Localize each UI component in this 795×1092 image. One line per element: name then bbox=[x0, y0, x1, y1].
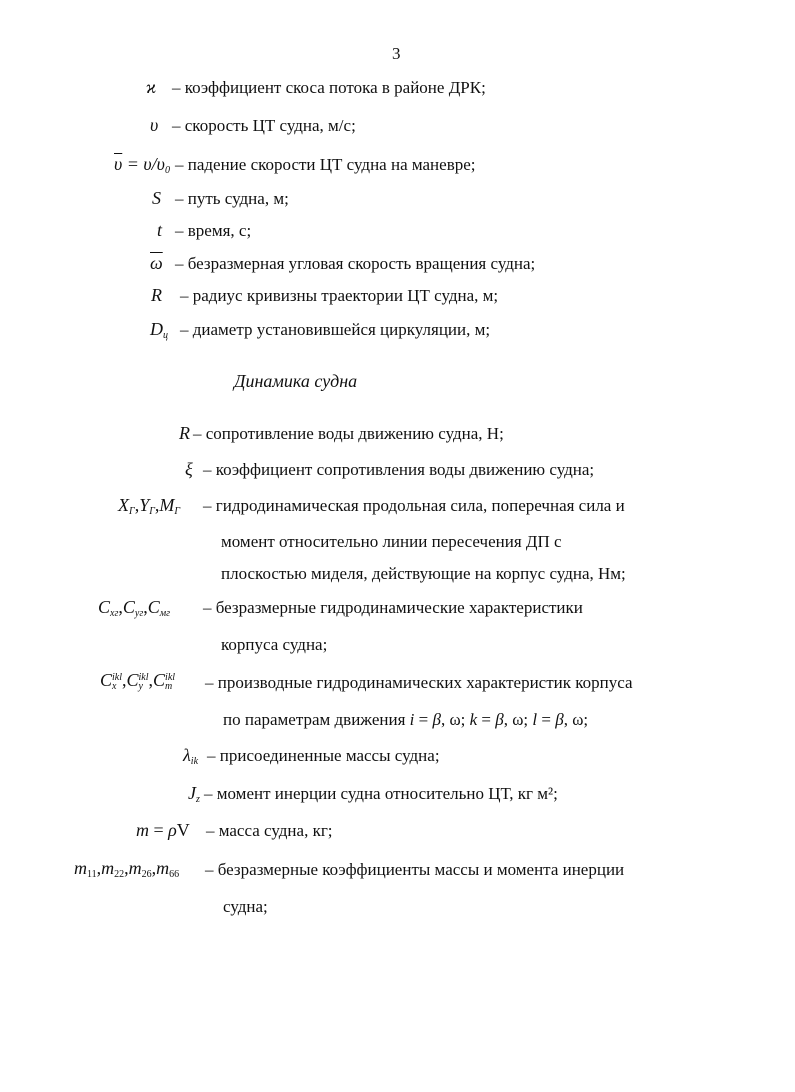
symbol-Cx: C bbox=[98, 597, 111, 617]
param-l: l bbox=[532, 710, 538, 729]
symbol-X: X bbox=[118, 495, 129, 515]
definition-velocity: – скорость ЦТ судна, м/с; bbox=[172, 116, 356, 135]
definition-forces-line2: момент относительно линии пересечения ДП с bbox=[221, 532, 562, 551]
definition-lambda: – присоединенные массы судна; bbox=[207, 746, 440, 765]
symbol-lambda bbox=[183, 745, 198, 767]
definition-forces-line1: – гидродинамическая продольная сила, поперечная сила и bbox=[203, 496, 625, 515]
symbol-resistance: R bbox=[179, 423, 190, 443]
definition-time: – время, с; bbox=[175, 221, 252, 240]
m11: m bbox=[74, 858, 87, 878]
sub-26: 26 bbox=[141, 869, 152, 880]
sep-c1: , bbox=[118, 597, 123, 617]
sub-Cx: хг bbox=[110, 608, 119, 619]
supsub-m bbox=[165, 673, 175, 691]
symbol-derivatives bbox=[100, 670, 175, 691]
definition-Jz: – момент инерции судна относительно ЦТ, кг м²; bbox=[204, 784, 558, 803]
definition-kappa: – коэффициент скоса потока в районе ДРК; bbox=[172, 78, 486, 97]
sep-m3: , bbox=[151, 858, 157, 878]
V: V bbox=[176, 820, 190, 840]
sub-Y: Г bbox=[149, 506, 155, 517]
symbol-path: S bbox=[152, 188, 161, 208]
definition-omega: – безразмерная угловая скорость вращения судна; bbox=[175, 254, 536, 273]
symbol-speed-drop-ratio: = υ/υ bbox=[122, 154, 165, 174]
rho: ρ bbox=[168, 820, 177, 840]
rest-i: , ω; bbox=[440, 710, 470, 729]
param-k: k bbox=[469, 710, 478, 729]
symbol-Cx-deriv: C bbox=[100, 670, 113, 690]
symbol-speed-drop-bar: $\overline{\upsilon}$ bbox=[114, 154, 123, 174]
symbol-coeffs bbox=[98, 597, 170, 619]
symbol-xi: ξ bbox=[185, 459, 193, 479]
symbol-kappa: ϰ bbox=[146, 77, 157, 97]
symbol-time: t bbox=[157, 220, 163, 240]
sub-Cm: мг bbox=[159, 608, 171, 619]
definition-speed-drop: – падение скорости ЦТ судна на маневре; bbox=[175, 155, 476, 174]
definition-circulation: – диаметр установившейся циркуляции, м; bbox=[180, 320, 491, 339]
sep-c2: , bbox=[143, 597, 148, 617]
beta-i: β bbox=[432, 710, 441, 729]
sup-m: ikl bbox=[165, 671, 176, 683]
sub-X: Г bbox=[129, 506, 135, 517]
symbol-radius: R bbox=[151, 285, 162, 305]
definition-mcoefs-line1: – безразмерные коэффициенты массы и момента инерции bbox=[205, 860, 625, 879]
eq-l: = bbox=[537, 710, 556, 729]
symbol-speed-drop bbox=[114, 154, 170, 176]
symbol-Jz bbox=[188, 783, 200, 805]
param-i: i bbox=[409, 710, 415, 729]
mass-eq: = bbox=[149, 820, 169, 840]
sub-11: 11 bbox=[87, 869, 97, 880]
m: m bbox=[136, 820, 149, 840]
beta-k: β bbox=[495, 710, 504, 729]
lambda-sub: ik bbox=[190, 756, 199, 767]
sep-m2: , bbox=[124, 858, 129, 878]
rest-l: , ω; bbox=[563, 710, 589, 729]
sep-d1: , bbox=[122, 670, 127, 690]
eq-i: = bbox=[414, 710, 433, 729]
definition-coeffs-line2: корпуса судна; bbox=[221, 635, 328, 654]
page-number: 3 bbox=[392, 44, 401, 63]
symbol-Cm: C bbox=[147, 597, 160, 617]
sub-66: 66 bbox=[169, 869, 180, 880]
symbol-M: M bbox=[159, 495, 175, 515]
sub-x: x bbox=[112, 680, 117, 692]
eq-k: = bbox=[477, 710, 496, 729]
definition-path: – путь судна, м; bbox=[175, 189, 289, 208]
symbol-Y: Y bbox=[139, 495, 150, 515]
beta-l: β bbox=[555, 710, 564, 729]
sep-1: , bbox=[134, 495, 140, 515]
symbol-circulation-D: D bbox=[150, 319, 163, 339]
lambda: λ bbox=[183, 745, 191, 765]
definition-coeffs-line1: – безразмерные гидродинамические характеристики bbox=[203, 598, 583, 617]
definition-radius: – радиус кривизны траектории ЦТ судна, м; bbox=[180, 286, 499, 305]
supsub-x bbox=[112, 673, 122, 691]
symbol-mass bbox=[136, 820, 190, 841]
definition-derivatives-line2 bbox=[223, 710, 588, 730]
symbol-circulation bbox=[150, 319, 168, 341]
sup-y: ikl bbox=[138, 671, 149, 683]
definition-xi: – коэффициент сопротивления воды движению судна; bbox=[203, 460, 595, 479]
sep-2: , bbox=[154, 495, 160, 515]
symbol-mcoefs bbox=[74, 858, 179, 880]
symbol-omega: $\overline{\omega}$ bbox=[150, 253, 163, 273]
sep-d2: , bbox=[148, 670, 154, 690]
sub-22: 22 bbox=[114, 869, 125, 880]
m22: m bbox=[101, 858, 115, 878]
sub-y: y bbox=[138, 680, 143, 692]
definition-mass: – масса судна, кг; bbox=[206, 821, 333, 840]
sub-M: Г bbox=[174, 506, 181, 517]
J: J bbox=[188, 783, 196, 803]
supsub-y bbox=[139, 673, 149, 691]
sup-x: ikl bbox=[112, 671, 123, 683]
sub-m: m bbox=[165, 680, 173, 692]
symbol-velocity: υ bbox=[150, 115, 159, 135]
symbol-Cy-deriv: C bbox=[126, 670, 139, 690]
definition-mcoefs-line2: судна; bbox=[223, 897, 268, 916]
sub-Cy: уг bbox=[134, 608, 144, 619]
params-prefix: по параметрам движения bbox=[223, 710, 410, 729]
definition-derivatives-line1: – производные гидродинамических характеристик корпуса bbox=[205, 673, 633, 692]
m26: m bbox=[128, 858, 142, 878]
symbol-Cy: C bbox=[122, 597, 135, 617]
section-heading: Динамика судна bbox=[234, 371, 358, 391]
symbol-circulation-sub: ц bbox=[163, 330, 168, 341]
symbol-speed-drop-sub: 0 bbox=[164, 165, 170, 176]
m66: m bbox=[156, 858, 170, 878]
sep-m1: , bbox=[96, 858, 102, 878]
rest-k: , ω; bbox=[503, 710, 533, 729]
definition-forces-line3: плоскостью миделя, действующие на корпус судна, Нм; bbox=[221, 564, 626, 583]
J-sub: z bbox=[196, 794, 200, 805]
symbol-Cm-deriv: C bbox=[153, 670, 166, 690]
definition-resistance: – сопротивление воды движению судна, Н; bbox=[193, 424, 504, 443]
symbol-forces bbox=[118, 495, 180, 517]
